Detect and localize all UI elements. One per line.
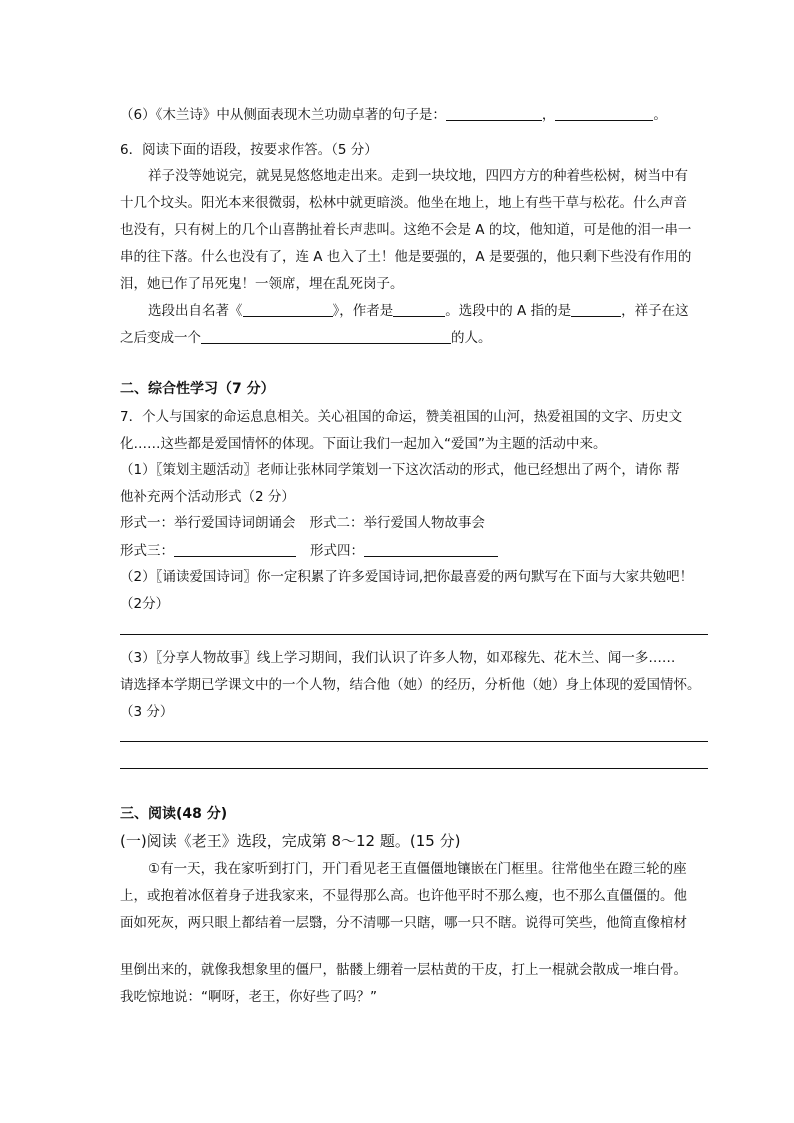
section3-subheading: (一)阅读《老王》选段，完成第 8～12 题。(15 分) bbox=[120, 832, 461, 850]
q6-part6-end: 。 bbox=[653, 107, 667, 123]
q7-part1-line: （1）〖策划主题活动〗老师让张林同学策划一下这次活动的形式，他已经想出了两个，请你 帮 bbox=[120, 462, 680, 478]
answer-blank[interactable] bbox=[446, 106, 542, 121]
q6-fill-text: 。选段中的 A 指的是 bbox=[445, 303, 572, 319]
passage-line: 我吃惊地说：“啊呀，老王，你好些了吗？” bbox=[120, 989, 377, 1005]
passage-line: 祥子没等她说完，就晃晃悠悠地走出来。走到一块坟地，四四方方的种着些松树，树当中有 bbox=[148, 168, 688, 184]
section3-heading: 三、阅读(48 分) bbox=[120, 806, 228, 822]
section2-heading: 二、综合性学习（7 分） bbox=[120, 381, 275, 397]
q7-part3-line: （3）〖分享人物故事〗线上学习期间，我们认识了许多人物，如邓稼先、花木兰、闻一多…… bbox=[120, 650, 676, 666]
forms-row-2 bbox=[120, 542, 710, 559]
q7-part3-line: 请选择本学期已学课文中的一个人物，结合他（她）的经历，分析他（她）身上体现的爱国情怀。 bbox=[120, 677, 701, 693]
q7-part1-line: 他补充两个活动形式（2 分） bbox=[120, 489, 295, 505]
form-four-label: 形式四： bbox=[310, 543, 364, 559]
q6-fill-text: ，祥子在这 bbox=[621, 303, 689, 319]
q6-part6-prefix: （6）《木兰诗》中从侧面表现木兰功勋卓著的句子是： bbox=[120, 107, 446, 123]
answer-line[interactable] bbox=[120, 741, 708, 742]
passage-line: 面如死灰，两只眼上都结着一层翳，分不清哪一只瞎，哪一只不瞎。说得可笑些，他简直像棺材 bbox=[120, 915, 687, 931]
book-title-blank[interactable] bbox=[243, 302, 333, 317]
passage-line: 泪，她已作了吊死鬼！一领席，埋在乱死岗子。 bbox=[120, 276, 404, 292]
q7-part2-line: （2分） bbox=[120, 596, 170, 612]
passage-line: 里倒出来的，就像我想象里的僵尸，骷髅上绷着一层枯黄的干皮，打上一棍就会散成一堆白骨。 bbox=[120, 962, 687, 978]
q6-fill-line-1 bbox=[148, 302, 738, 319]
form-four-blank[interactable] bbox=[364, 542, 498, 557]
passage-line: ①有一天，我在家听到打门，开门看见老王直僵僵地镶嵌在门框里。往常他坐在蹬三轮的座 bbox=[148, 861, 687, 877]
q7-part3-line: （3 分） bbox=[120, 704, 174, 720]
q6-fill-text: 的人。 bbox=[451, 330, 492, 346]
q6-fill-text: 选段出自名著《 bbox=[148, 303, 243, 319]
passage-line: 上，或抱着冰伛着身子进我家来，不显得那么高。也许他平时不那么瘦，也不那么直僵僵的。他 bbox=[120, 888, 687, 904]
q6-part6-sep: ， bbox=[541, 107, 556, 123]
answer-line[interactable] bbox=[120, 768, 708, 769]
q6-fill-text: 》，作者是 bbox=[332, 303, 394, 319]
form-three-blank[interactable] bbox=[174, 542, 296, 557]
q6-fill-text: 之后变成一个 bbox=[120, 330, 201, 346]
answer-line[interactable] bbox=[120, 634, 708, 635]
form-two: 形式二：举行爱国人物故事会 bbox=[309, 515, 485, 531]
q6-title: 6．阅读下面的语段，按要求作答。（5 分） bbox=[120, 142, 378, 158]
q6-part6-line bbox=[120, 106, 710, 123]
character-a-blank[interactable] bbox=[571, 302, 621, 317]
form-one: 形式一：举行爱国诗词朗诵会 bbox=[120, 515, 296, 531]
xiangzi-change-blank[interactable] bbox=[201, 329, 451, 344]
author-blank[interactable] bbox=[393, 302, 445, 317]
passage-line: 十几个坟头。阳光本来很微弱，松林中就更暗淡。他坐在地上，地上有些干草与松花。什么声音 bbox=[120, 195, 687, 211]
form-three-label: 形式三： bbox=[120, 543, 174, 559]
q6-fill-line-2 bbox=[120, 329, 710, 346]
q7-line: 化……这些都是爱国情怀的体现。下面让我们一起加入“爱国”为主题的活动中来。 bbox=[120, 436, 607, 452]
passage-line: 串的往下落。什么也没有了，连 A 也入了土！他是要强的，A 是要强的，他只剩下些没有作用的 bbox=[120, 249, 692, 265]
passage-line: 也没有，只有树上的几个山喜鹊扯着长声悲叫。这绝不会是 A 的坟，他知道，可是他的泪一串一 bbox=[120, 222, 692, 238]
q7-part2-line: （2）〖诵读爱国诗词〗你一定积累了许多爱国诗词,把你最喜爱的两句默写在下面与大家共勉吧！ bbox=[120, 569, 694, 585]
q7-line: 7．个人与国家的命运息息相关。关心祖国的命运，赞美祖国的山河，热爱祖国的文字、历史文 bbox=[120, 409, 683, 425]
forms-row-1 bbox=[120, 515, 710, 531]
answer-blank[interactable] bbox=[555, 106, 653, 121]
